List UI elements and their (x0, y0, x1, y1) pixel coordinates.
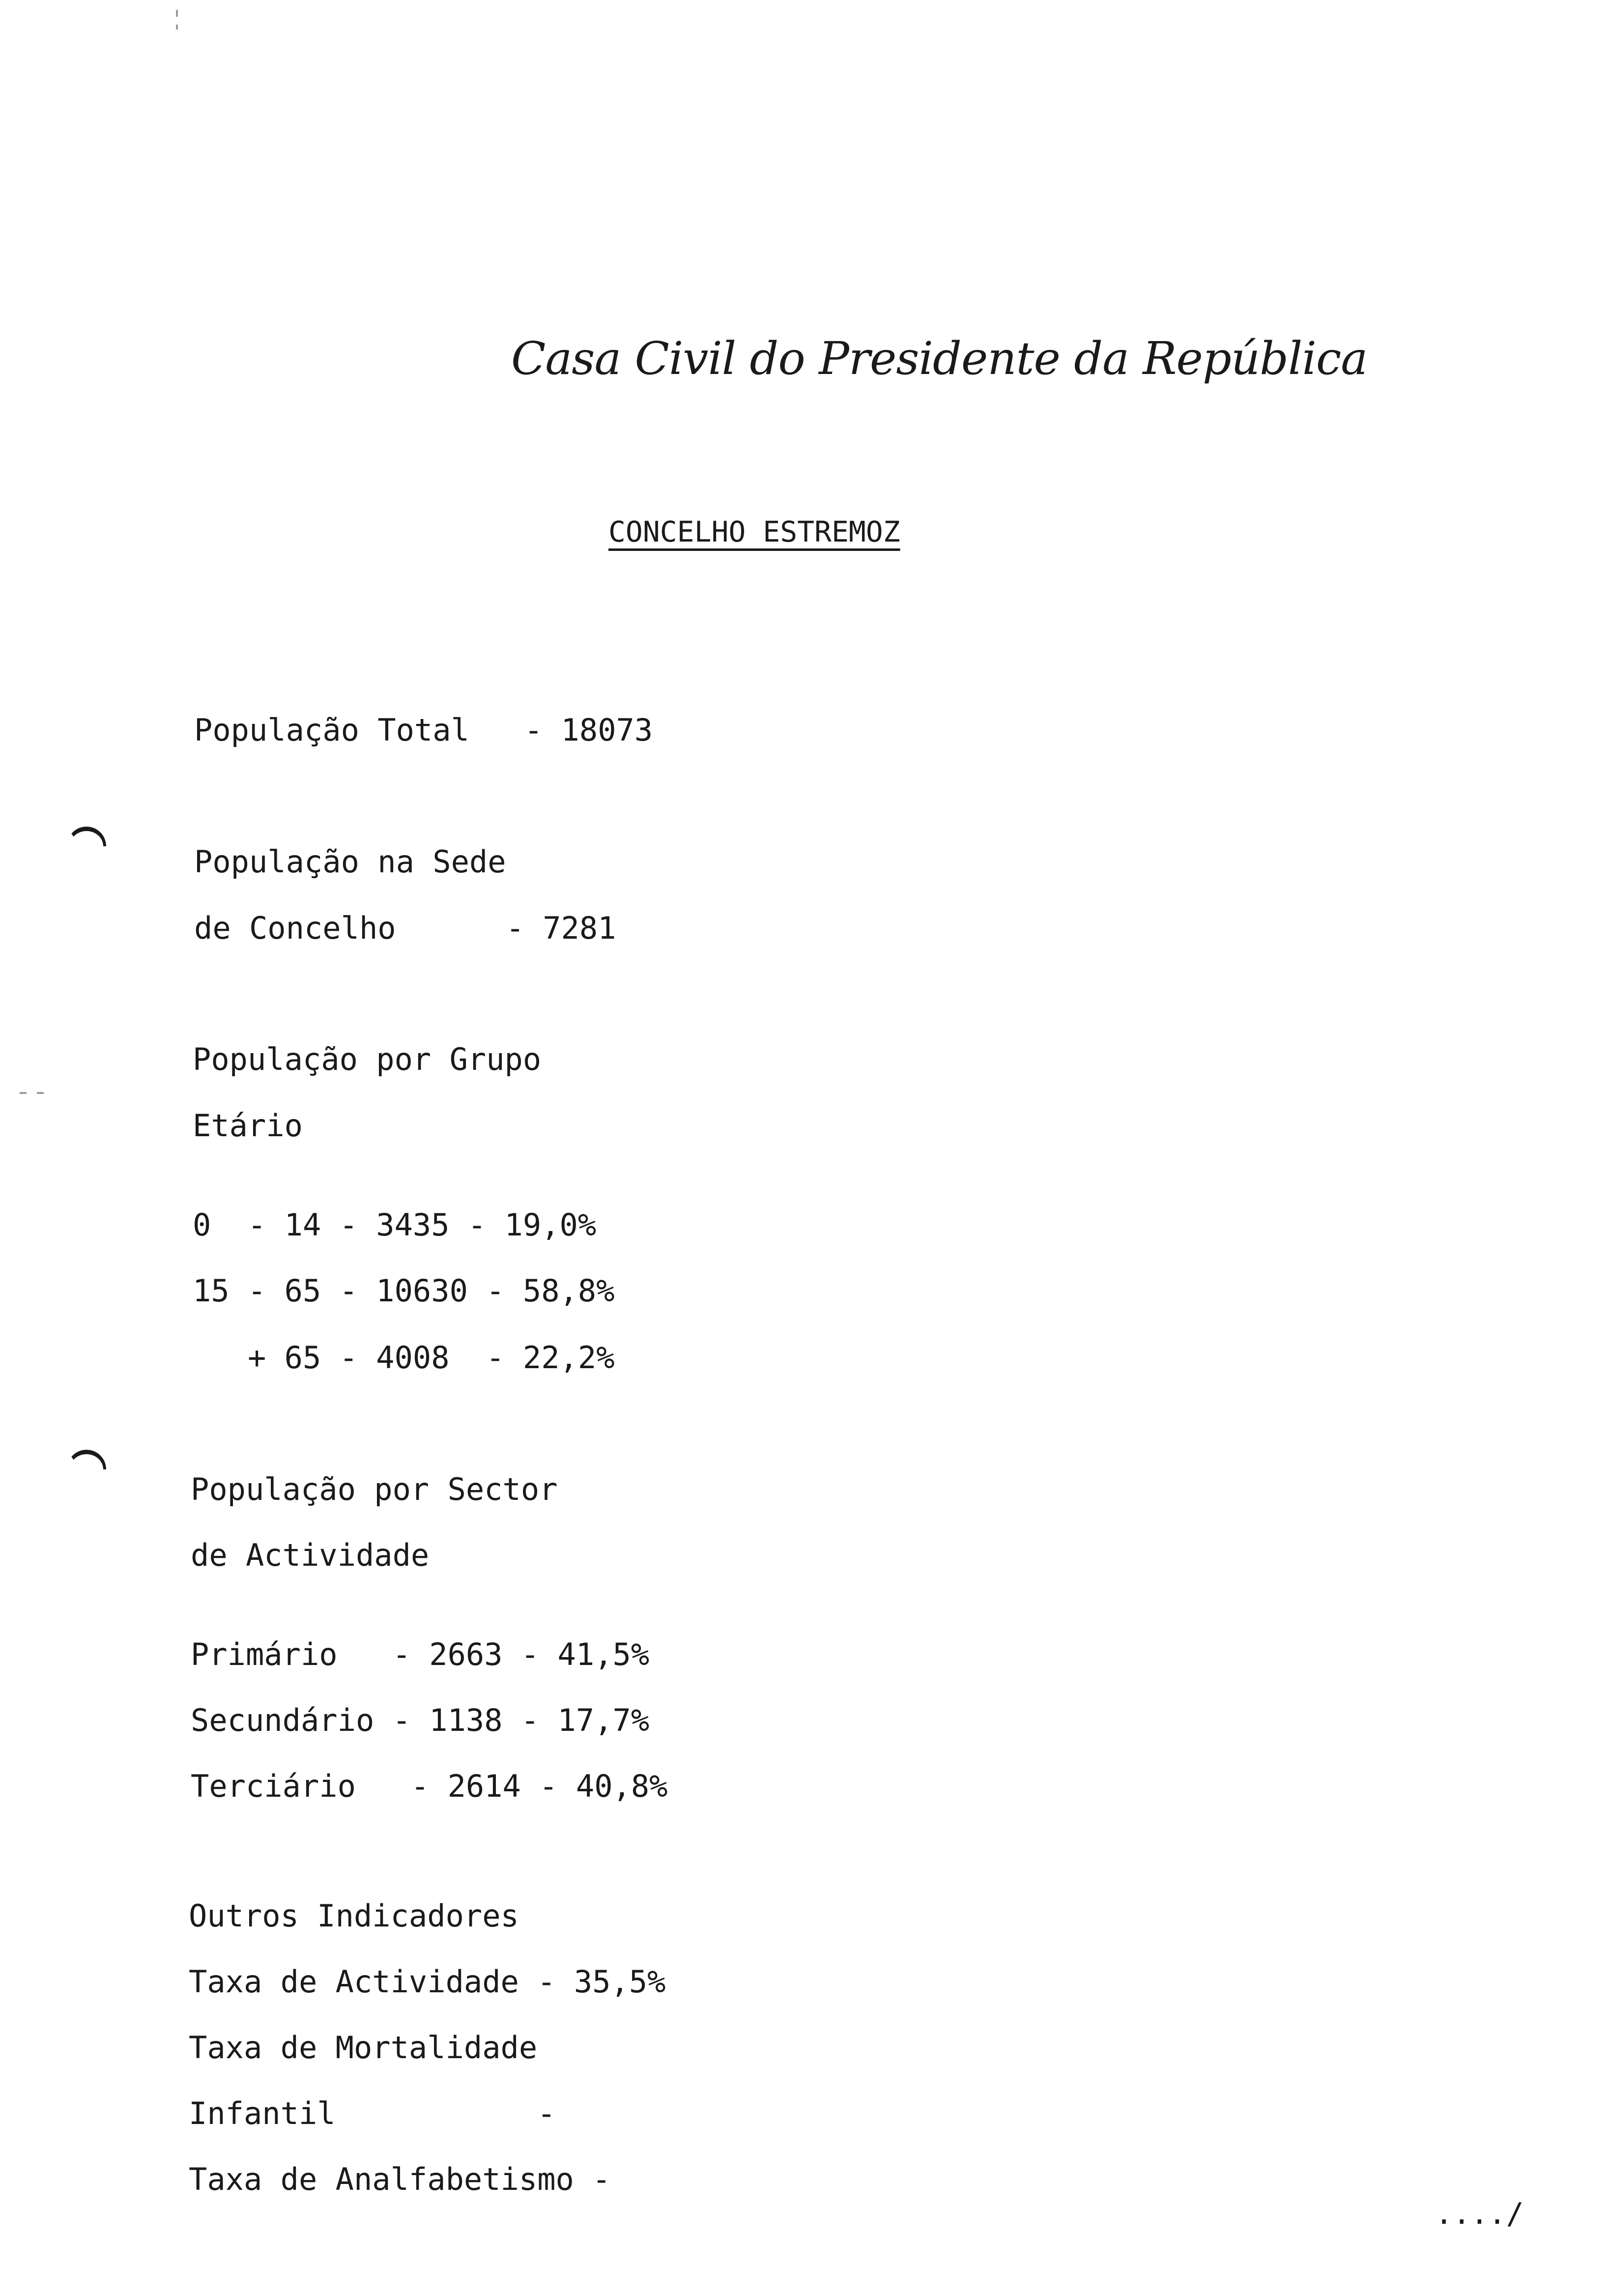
population-sede-label: População na Sede (194, 844, 506, 880)
sector-row: Terciário - 2614 - 40,8% (191, 1768, 668, 1804)
letterhead: Casa Civil do Presidente da República (511, 332, 1368, 385)
age-group-row: 15 - 65 - 10630 - 58,8% (193, 1273, 615, 1309)
age-group-row: 0 - 14 - 3435 - 19,0% (193, 1207, 597, 1243)
sector-row: Primário - 2663 - 41,5% (191, 1636, 650, 1672)
indicators-heading: Outros Indicadores (189, 1898, 519, 1934)
sector-heading: População por Sector (191, 1471, 558, 1507)
punch-hole-mark (67, 827, 106, 846)
scan-mark (20, 1092, 27, 1094)
indicator-row: Taxa de Actividade - 35,5% (189, 1964, 666, 2000)
age-group-row: + 65 - 4008 - 22,2% (193, 1340, 615, 1376)
sector-row: Secundário - 1138 - 17,7% (191, 1702, 650, 1738)
continuation-mark: ..../ (1435, 2197, 1524, 2231)
scan-mark (176, 10, 178, 17)
sector-heading-cont: de Actividade (191, 1537, 430, 1573)
indicator-row: Taxa de Analfabetismo - (189, 2161, 611, 2197)
scan-mark (176, 25, 178, 29)
indicator-row: Infantil - (189, 2095, 556, 2131)
punch-hole-mark (67, 1450, 106, 1469)
population-total: População Total - 18073 (194, 712, 653, 748)
age-group-heading-cont: Etário (193, 1108, 303, 1144)
scan-mark (37, 1092, 44, 1094)
age-group-heading: População por Grupo (193, 1041, 542, 1077)
indicator-row: Taxa de Mortalidade (189, 2030, 538, 2066)
population-sede-value: de Concelho - 7281 (194, 910, 616, 946)
document-title: CONCELHO ESTREMOZ (608, 515, 900, 548)
